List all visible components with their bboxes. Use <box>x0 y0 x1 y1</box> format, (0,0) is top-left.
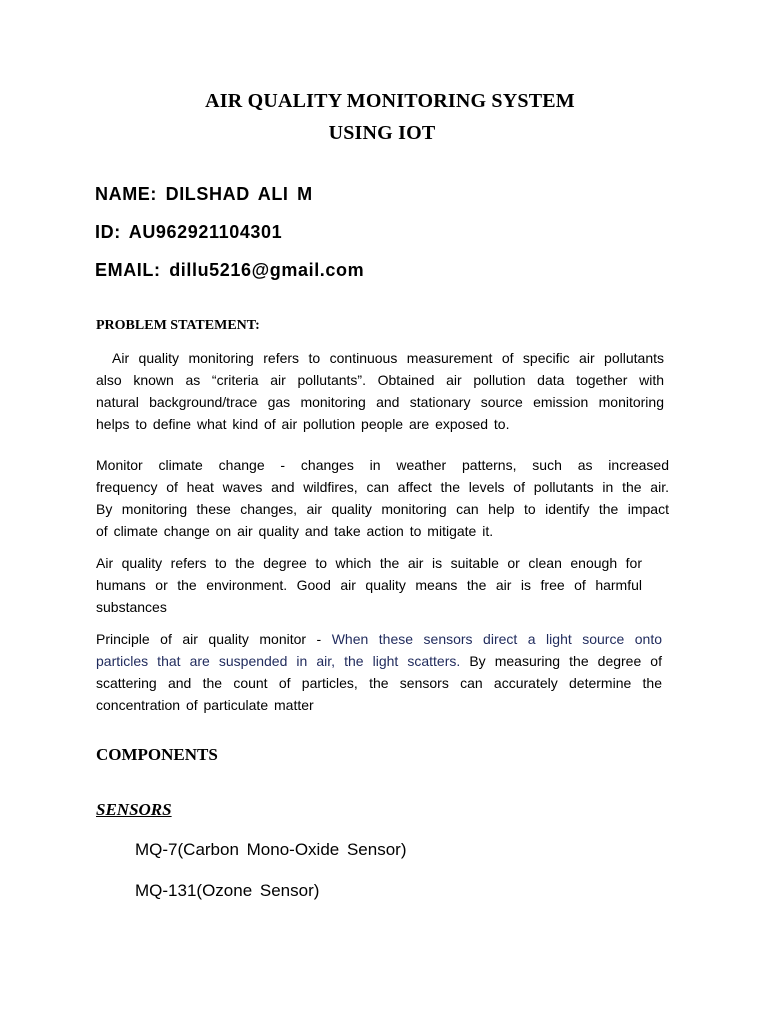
paragraph-air-quality-definition <box>96 552 642 618</box>
sensor-item-mq131: MQ-131(Ozone Sensor) <box>135 881 320 900</box>
principle-highlight: When these sensors direct a light source onto <box>331 631 662 647</box>
principle-highlight: particles that are suspended in air, the light scatters. <box>96 653 461 669</box>
student-id: ID: AU962921104301 <box>95 222 283 242</box>
paragraph-line: concentration of particulate matter <box>96 697 314 713</box>
paragraph-line: helps to define what kind of air pollution people are exposed to. <box>96 416 510 432</box>
paragraph-line: Air quality refers to the degree to which the air is suitable or clean enough for <box>96 555 642 571</box>
paragraph-line: Air quality monitoring refers to continuous measurement of specific air pollutants <box>112 350 664 366</box>
paragraph-line: substances <box>96 599 167 615</box>
sensor-item-mq7: MQ-7(Carbon Mono-Oxide Sensor) <box>135 840 407 859</box>
paragraph-line: also known as “criteria air pollutants”. Obtained air pollution data together with <box>96 372 664 388</box>
principle-prefix: Principle of air quality monitor - <box>96 631 332 647</box>
paragraph-line <box>96 628 662 650</box>
components-heading: COMPONENTS <box>96 745 218 764</box>
paragraph-climate-change <box>96 454 669 542</box>
student-name: NAME: DILSHAD ALI M <box>95 184 313 204</box>
paragraph-line: humans or the environment. Good air quality means the air is free of harmful <box>96 577 642 593</box>
paragraph-line <box>96 650 662 672</box>
document-title-line1: AIR QUALITY MONITORING SYSTEM <box>205 90 575 112</box>
paragraph-line: of climate change on air quality and take action to mitigate it. <box>96 523 494 539</box>
paragraph-monitor-principle <box>96 628 662 716</box>
paragraph-line: natural background/trace gas monitoring and stationary source emission monitoring <box>96 394 664 410</box>
paragraph-line: frequency of heat waves and wildfires, can affect the levels of pollutants in the air. <box>96 479 669 495</box>
paragraph-line: scattering and the count of particles, the sensors can accurately determine the <box>96 675 662 691</box>
document-title-line2: USING IOT <box>328 122 436 144</box>
sensors-heading: SENSORS <box>96 800 172 819</box>
student-email: EMAIL: dillu5216@gmail.com <box>95 260 365 280</box>
paragraph-line: By monitoring these changes, air quality monitoring can help to identify the impact <box>96 501 669 517</box>
paragraph-air-quality-monitoring <box>96 347 664 435</box>
problem-statement-heading: PROBLEM STATEMENT: <box>96 318 260 333</box>
paragraph-line: Monitor climate change - changes in weather patterns, such as increased <box>96 457 669 473</box>
principle-suffix: By measuring the degree of <box>460 653 662 669</box>
